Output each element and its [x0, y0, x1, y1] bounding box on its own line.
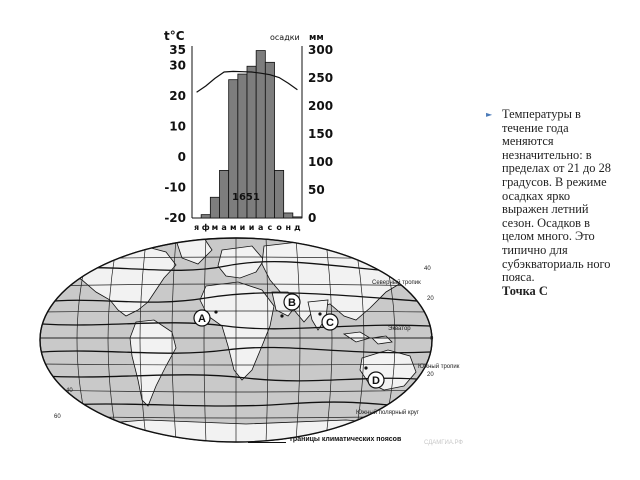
- label-lat-20s: 20: [427, 372, 434, 378]
- precip-bar: [210, 197, 219, 218]
- left-tick-label: 10: [169, 119, 186, 134]
- right-tick-label: 150: [308, 127, 334, 141]
- right-tick-label: 100: [308, 155, 334, 169]
- right-tick-label: 200: [308, 99, 334, 113]
- figure-panel: [26, 18, 463, 450]
- precip-bar: [265, 62, 274, 218]
- watermark: СДАМГИА.РФ: [424, 440, 463, 446]
- point-c-label: C: [326, 317, 334, 329]
- month-label: а: [258, 223, 264, 232]
- left-axis-ticks: [164, 43, 186, 225]
- precip-bar: [284, 213, 293, 218]
- left-tick-label: -10: [164, 180, 186, 195]
- right-tick-label: 0: [308, 211, 317, 225]
- left-tick-label: -20: [164, 211, 186, 225]
- month-label: н: [285, 223, 292, 232]
- month-label: с: [267, 223, 273, 232]
- description-text: [502, 108, 618, 298]
- point-b-label: B: [288, 297, 296, 309]
- label-lat-20: 20: [427, 296, 434, 302]
- month-label: и: [239, 223, 246, 232]
- label-north-tropic: Северный тропик: [372, 280, 421, 286]
- label-equator: Экватор: [388, 326, 411, 332]
- annual-total: 1651: [232, 192, 260, 203]
- label-lat-40: 40: [424, 266, 431, 272]
- month-label: о: [276, 223, 282, 232]
- month-label: я: [194, 223, 200, 232]
- precip-unit: мм: [309, 33, 324, 43]
- legend-line: [248, 442, 286, 443]
- label-polar-circle: Южный полярный круг: [356, 410, 419, 416]
- point-d-label: D: [372, 375, 380, 387]
- right-tick-label: 300: [308, 43, 334, 57]
- right-tick-label: 50: [308, 183, 325, 197]
- precip-bar: [275, 170, 284, 218]
- label-lat-40s: 40: [66, 388, 73, 394]
- label-lat-0: 0: [430, 336, 434, 342]
- month-label: д: [294, 223, 301, 232]
- right-tick-label: 250: [308, 71, 334, 85]
- precip-label: осадки: [270, 33, 300, 42]
- month-label: м: [211, 223, 219, 232]
- month-label: и: [248, 223, 255, 232]
- left-tick-label: 30: [169, 58, 186, 73]
- precip-bar: [201, 215, 210, 218]
- map-legend: [240, 434, 440, 450]
- label-south-tropic: Южный тропик: [418, 364, 460, 370]
- left-tick-label: 35: [169, 43, 186, 57]
- climatogram-chart: [158, 26, 348, 242]
- legend-text: границы климатических поясов: [290, 436, 402, 443]
- precip-bar: [220, 170, 229, 218]
- world-map: [26, 230, 460, 450]
- left-tick-label: 20: [169, 88, 186, 103]
- temp-axis-title: t°C: [164, 29, 185, 43]
- point-a-label: A: [198, 313, 206, 325]
- precip-bar: [293, 217, 302, 218]
- right-axis-ticks: [308, 43, 333, 225]
- month-label: ф: [201, 223, 210, 232]
- month-label: м: [229, 223, 237, 232]
- bullet-icon: ►: [486, 110, 493, 119]
- month-label: а: [221, 223, 227, 232]
- answer-label: Точка С: [502, 283, 548, 298]
- label-lat-60s: 60: [54, 414, 61, 420]
- left-tick-label: 0: [177, 149, 186, 164]
- description-body: Температуры в течение года меняются незначительно: в пределах от 21 до 28 градусов. В режиме осадках ярко выражен летний сезон. Осадков в целом много. Это типично для субэкваториаль ного пояса.: [502, 107, 611, 285]
